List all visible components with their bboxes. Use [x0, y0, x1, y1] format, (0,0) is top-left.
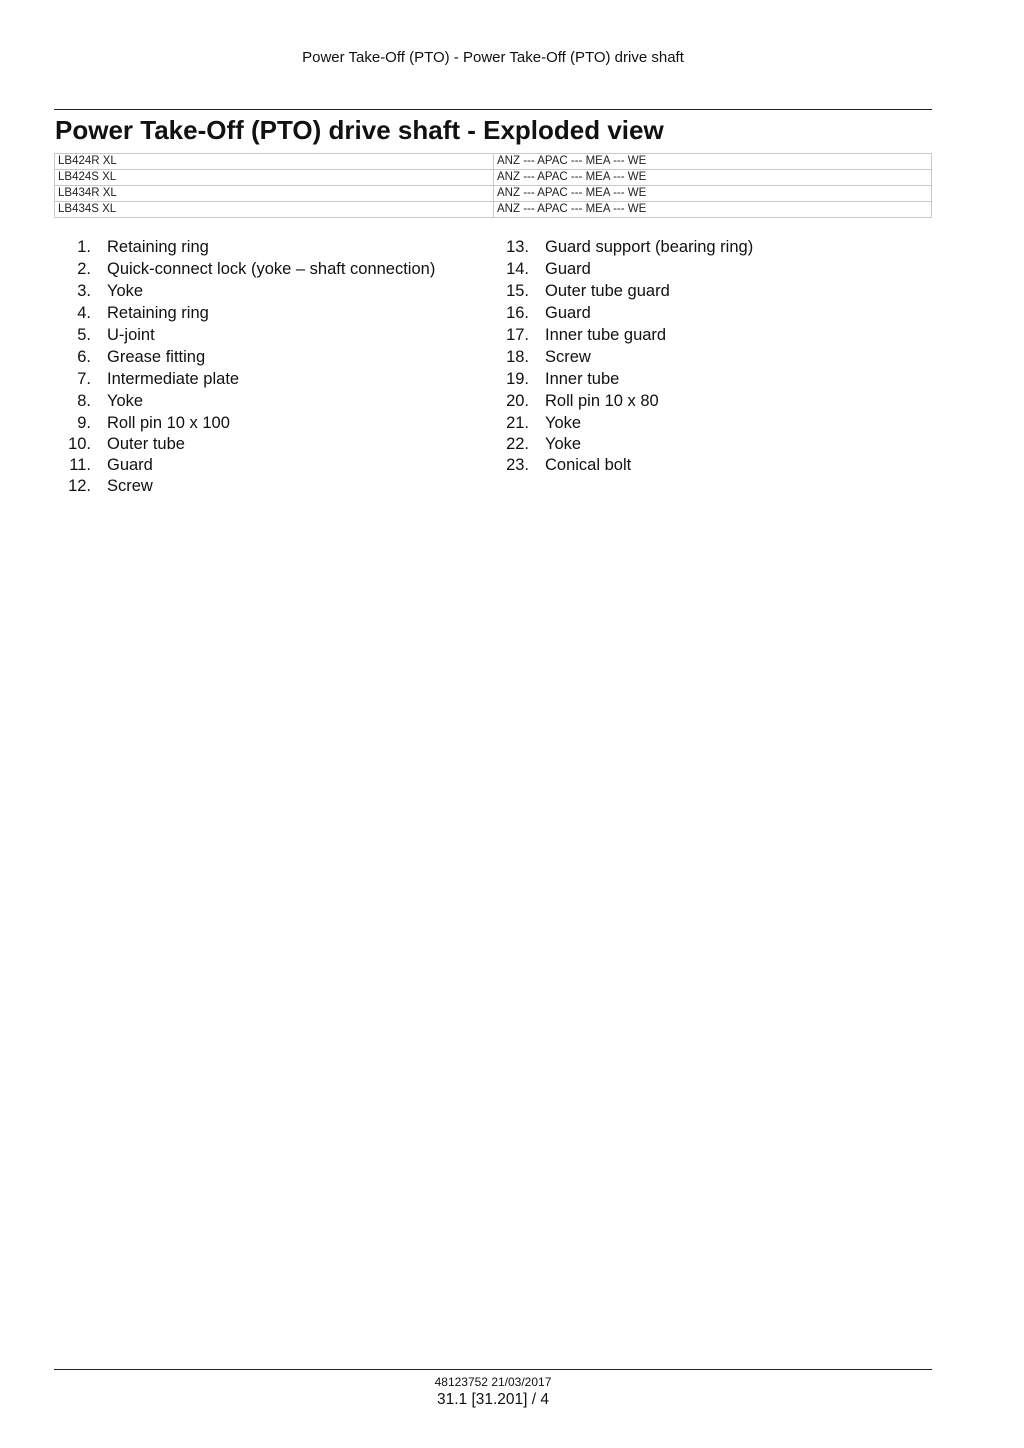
item-label: Roll pin 10 x 100	[107, 414, 230, 432]
item-label: Intermediate plate	[107, 370, 240, 388]
item-number: 17.	[506, 326, 529, 344]
item-number: 3.	[77, 282, 91, 300]
item-label: Guard support (bearing ring)	[545, 238, 754, 256]
list-item	[492, 302, 753, 324]
regions-cell: ANZ --- APAC --- MEA --- WE	[494, 170, 932, 186]
model-cell: LB424R XL	[55, 154, 494, 170]
list-item	[492, 454, 753, 475]
list-item	[54, 302, 435, 324]
regions-cell: ANZ --- APAC --- MEA --- WE	[494, 154, 932, 170]
table-row	[55, 186, 932, 202]
list-item	[492, 368, 753, 390]
item-number: 19.	[506, 370, 529, 388]
item-label: Guard	[107, 456, 153, 474]
item-label: Retaining ring	[107, 304, 209, 322]
item-label: Roll pin 10 x 80	[545, 392, 659, 410]
item-label: Yoke	[545, 414, 582, 432]
item-number: 4.	[77, 304, 91, 322]
regions-cell: ANZ --- APAC --- MEA --- WE	[494, 202, 932, 218]
parts-legend-left	[54, 236, 435, 496]
list-item	[54, 390, 435, 412]
item-number: 18.	[506, 348, 529, 366]
list-item	[492, 390, 753, 412]
item-label: Retaining ring	[107, 238, 209, 256]
item-number: 9.	[77, 414, 91, 432]
page-reference: 31.1 [31.201] / 4	[436, 1391, 550, 1408]
item-label: Yoke	[107, 282, 144, 300]
model-cell: LB434S XL	[55, 202, 494, 218]
list-item	[492, 412, 753, 433]
page-title: Power Take-Off (PTO) drive shaft - Exploded view	[55, 115, 664, 145]
item-label: Yoke	[107, 392, 144, 410]
item-label: Screw	[107, 477, 153, 495]
item-number: 6.	[77, 348, 91, 366]
list-item	[54, 236, 435, 258]
item-number: 11.	[69, 456, 91, 474]
list-item	[54, 368, 435, 390]
item-number: 15.	[506, 282, 529, 300]
table-row	[55, 170, 932, 186]
list-item	[54, 346, 435, 368]
header-rule	[54, 109, 932, 110]
list-item	[54, 412, 435, 433]
item-label: Guard	[545, 260, 591, 278]
list-item	[492, 433, 753, 454]
table-row	[55, 202, 932, 218]
item-number: 22.	[506, 435, 529, 453]
item-label: U-joint	[107, 326, 155, 344]
item-number: 20.	[506, 392, 529, 410]
regions-cell: ANZ --- APAC --- MEA --- WE	[494, 186, 932, 202]
model-cell: LB434R XL	[55, 186, 494, 202]
document-reference: 48123752 21/03/2017	[434, 1375, 552, 1389]
item-number: 8.	[77, 392, 91, 410]
item-label: Screw	[545, 348, 591, 366]
list-item	[54, 324, 435, 346]
item-label: Inner tube guard	[545, 326, 667, 344]
item-label: Conical bolt	[545, 456, 632, 474]
item-label: Outer tube	[107, 435, 185, 453]
item-label: Quick-connect lock (yoke – shaft connection)	[107, 260, 436, 278]
list-item	[54, 454, 435, 475]
list-item	[54, 258, 435, 280]
running-header: Power Take-Off (PTO) - Power Take-Off (PTO) drive shaft	[302, 49, 684, 66]
item-label: Guard	[545, 304, 591, 322]
item-label: Yoke	[545, 435, 582, 453]
item-number: 12.	[68, 477, 91, 495]
list-item	[492, 258, 753, 280]
model-cell: LB424S XL	[55, 170, 494, 186]
item-number: 2.	[77, 260, 91, 278]
model-applicability-table	[54, 153, 932, 218]
item-label: Inner tube	[545, 370, 620, 388]
footer-rule	[54, 1369, 932, 1370]
item-number: 16.	[506, 304, 529, 322]
list-item	[54, 280, 435, 302]
item-number: 1.	[77, 238, 91, 256]
list-item	[492, 346, 753, 368]
parts-legend-right	[492, 236, 753, 475]
item-label: Outer tube guard	[545, 282, 670, 300]
item-label: Grease fitting	[107, 348, 206, 366]
item-number: 5.	[77, 326, 91, 344]
item-number: 14.	[506, 260, 529, 278]
item-number: 13.	[506, 238, 529, 256]
list-item	[54, 433, 435, 454]
table-row	[55, 154, 932, 170]
item-number: 7.	[77, 370, 91, 388]
item-number: 21.	[506, 414, 529, 432]
list-item	[492, 280, 753, 302]
list-item	[54, 475, 435, 496]
item-number: 23.	[506, 456, 529, 474]
list-item	[492, 236, 753, 258]
item-number: 10.	[68, 435, 91, 453]
list-item	[492, 324, 753, 346]
